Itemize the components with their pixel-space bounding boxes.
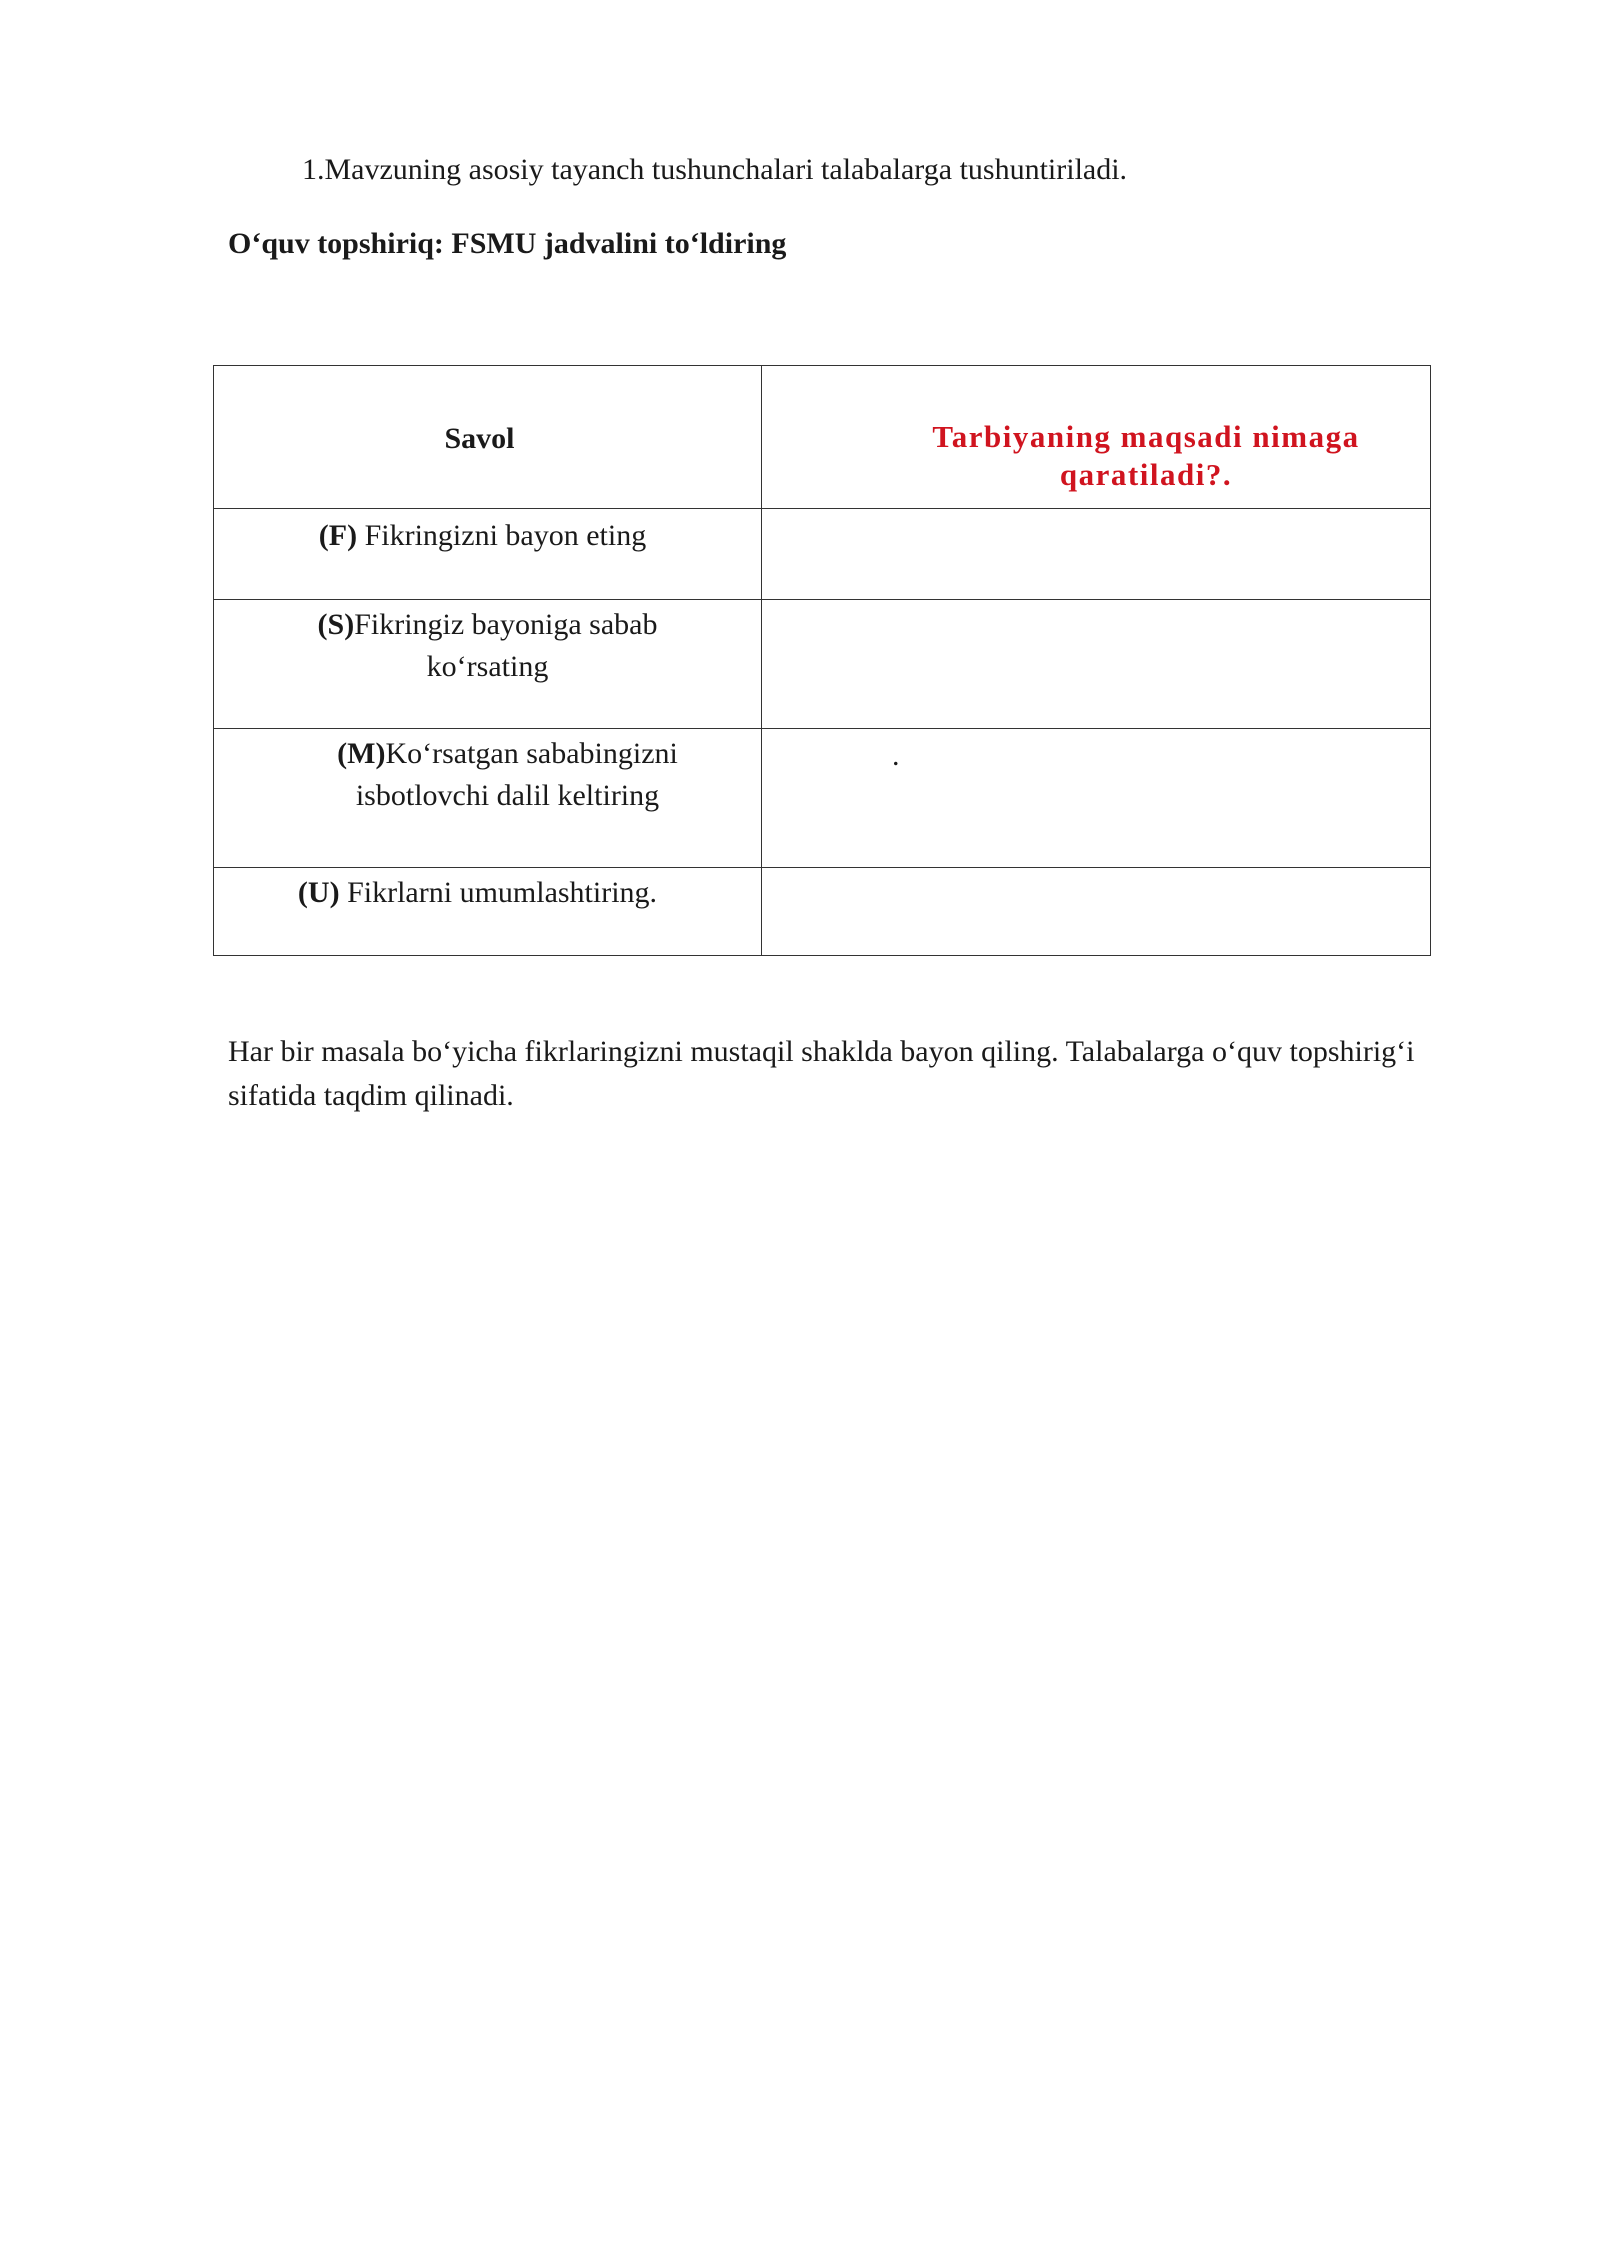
row-m-label-cell xyxy=(214,729,762,868)
table-row xyxy=(214,868,1431,956)
fsmu-table xyxy=(213,365,1431,956)
row-f-letter: (F) xyxy=(318,519,358,552)
table-row xyxy=(214,509,1431,600)
row-u-letter: (U) xyxy=(297,876,340,909)
row-s-answer-cell[interactable] xyxy=(762,600,1431,729)
closing-paragraph: Har bir masala bo‘yicha fikrlaringizni mustaqil shaklda bayon qiling. Talabalarga o‘quv topshirig‘i sifatida taqdim qilinadi. xyxy=(228,1035,1415,1112)
row-f-label-cell xyxy=(214,509,762,600)
table-row xyxy=(214,729,1431,868)
header-question-text: Tarbiyaning maqsadi nimaga qaratiladi?. xyxy=(932,419,1360,492)
row-u-label-cell xyxy=(214,868,762,956)
table-row xyxy=(214,600,1431,729)
row-s-text: Fikringiz bayoniga sabab ko‘rsating xyxy=(354,608,658,683)
table-header-row xyxy=(214,366,1431,509)
row-f-answer-cell[interactable] xyxy=(762,509,1431,600)
row-s-letter: (S) xyxy=(317,608,355,641)
row-s-label-cell xyxy=(214,600,762,729)
row-m-answer: . xyxy=(892,739,900,772)
header-savol-cell xyxy=(214,366,762,509)
intro-paragraph: 1.Mavzuning asosiy tayanch tushunchalari talabalarga tushuntiriladi. xyxy=(302,153,1128,186)
header-savol-label: Savol xyxy=(444,422,515,455)
row-u-text: Fikrlarni umumlashtiring. xyxy=(339,876,658,909)
header-question-cell xyxy=(762,366,1431,509)
task-heading: O‘quv topshiriq: FSMU jadvalini to‘ldiring xyxy=(228,227,787,260)
row-m-text: Ko‘rsatgan sababingizni isbotlovchi dalil keltiring xyxy=(355,737,678,812)
row-u-answer-cell[interactable] xyxy=(762,868,1431,956)
row-f-text: Fikringizni bayon eting xyxy=(357,519,647,552)
row-m-answer-cell[interactable] xyxy=(762,729,1431,868)
row-m-letter: (M) xyxy=(337,737,386,770)
